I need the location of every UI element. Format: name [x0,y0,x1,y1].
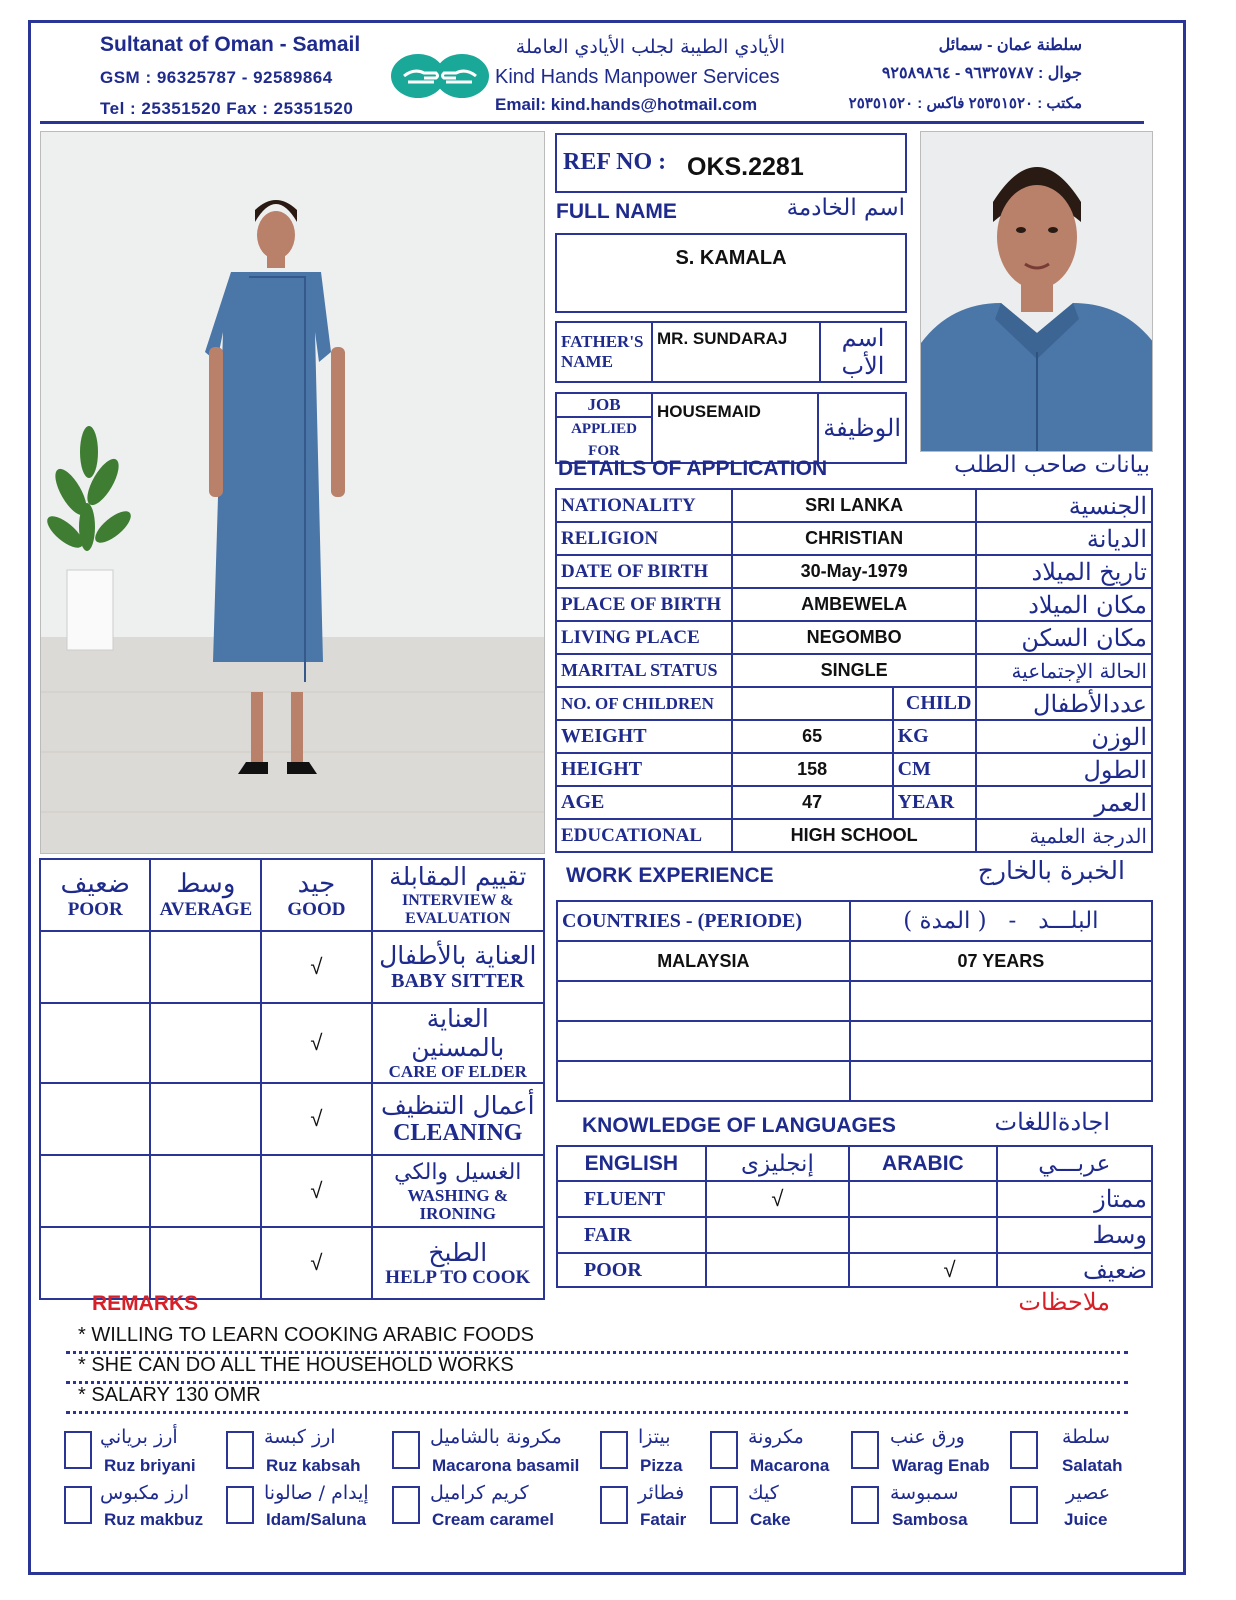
interview-check-good: √ [261,1227,371,1299]
job-label-line1: JOB [587,395,621,414]
fathers-name-label-line2: NAME [561,352,613,371]
details-row [556,522,1152,555]
food-checkbox[interactable] [64,1431,92,1469]
details-row [556,753,1152,786]
interview-row-label: CLEANING [393,1120,523,1146]
details-row-value: 65 [732,720,893,753]
header-divider [40,121,1144,124]
details-row [556,489,1152,522]
details-row-label: EDUCATIONAL [556,819,732,852]
languages-title: KNOWLEDGE OF LANGUAGES [582,1114,896,1137]
job-label-line2: APPLIED FOR [557,416,651,462]
ref-no-box [555,133,907,193]
fathers-name-table [555,321,907,383]
header-office-arabic: مكتب : ٢٥٣٥١٥٢٠ فاكس : ٢٥٣٥١٥٢٠ [848,95,1082,112]
interview-check-good: √ [261,1155,371,1227]
details-row-label-arabic: الحالة الإجتماعية [976,654,1152,687]
food-checkbox[interactable] [64,1486,92,1524]
food-label: Ruz kabsah [266,1456,361,1475]
food-checkbox[interactable] [600,1486,628,1524]
full-body-photo [40,131,545,854]
food-label: Warag Enab [892,1456,990,1475]
details-row-value: SINGLE [732,654,977,687]
food-label-arabic: مكرونة بالشاميل [430,1426,562,1448]
food-label-arabic: ورق عنب [890,1426,965,1448]
work-row [557,1021,1152,1061]
details-row-value: 30-May-1979 [732,555,977,588]
details-row-label-arabic: عددالأطفال [976,687,1152,720]
interview-check-good: √ [261,1083,371,1155]
interview-row [40,931,544,1003]
details-row-label-arabic: تاريخ الميلاد [976,555,1152,588]
work-col-arabic: البلـــد - ( المدة ) [850,901,1152,941]
lang-row [557,1181,1152,1217]
interview-row [40,1003,544,1083]
full-name-box [555,233,907,313]
details-row-label: RELIGION [556,522,732,555]
food-label: Fatair [640,1510,687,1529]
details-row-value: 158 [732,753,893,786]
interview-check-good: √ [261,931,371,1003]
header-company-name: Kind Hands Manpower Services [495,66,780,88]
details-row-value: SRI LANKA [732,489,977,522]
fathers-name-value: MR. SUNDARAJ [657,329,788,348]
details-row-label-arabic: مكان الميلاد [976,588,1152,621]
food-checkbox[interactable] [1010,1431,1038,1469]
food-label: Ruz makbuz [104,1510,204,1529]
lang-header-english: ENGLISH [557,1146,706,1181]
food-label: Ruz briyani [104,1456,196,1475]
remark-line: * SHE CAN DO ALL THE HOUSEHOLD WORKS [78,1354,514,1376]
languages-table [556,1145,1153,1288]
food-checkbox[interactable] [851,1431,879,1469]
food-checkbox[interactable] [226,1431,254,1469]
details-row-value: AMBEWELA [732,588,977,621]
job-label-arabic: الوظيفة [818,393,906,463]
food-checkbox[interactable] [392,1486,420,1524]
food-label-arabic: سلطة [1062,1426,1110,1448]
details-row-unit: KG [893,720,977,753]
food-label-arabic: ارز مكبوس [100,1482,190,1504]
details-row-value: 47 [732,786,893,819]
full-name-label-arabic: اسم الخادمة [786,195,905,221]
work-row-country [557,981,850,1021]
work-row [557,1061,1152,1101]
header-email: Email: kind.hands@hotmail.com [495,95,758,114]
lang-row-label: POOR [557,1253,706,1287]
interview-row-label-arabic: العناية بالمسنين [411,1004,505,1062]
fathers-name-label-arabic: اسم الأب [820,322,906,382]
food-label: Sambosa [892,1510,968,1529]
food-label: Cake [750,1510,791,1529]
interview-header-poor: ضعيف POOR [40,859,150,931]
details-row-label: NO. OF CHILDREN [556,687,732,720]
details-title: DETAILS OF APPLICATION [558,457,828,480]
food-label: Juice [1064,1510,1108,1529]
interview-header-good: جيد GOOD [261,859,371,931]
food-label-arabic: كريم كراميل [430,1482,529,1504]
food-label-arabic: سمبوسة [890,1482,959,1504]
remark-divider [66,1411,1128,1414]
fathers-name-label-line1: FATHER'S [561,332,644,351]
interview-row-label: HELP TO COOK [385,1266,531,1288]
work-experience-table [556,900,1153,1102]
header-company-name-arabic: الأيادي الطيبة لجلب الأيادي العاملة [515,36,785,58]
lang-check-english [706,1217,849,1253]
header-company-location: Sultanat of Oman - Samail [100,33,361,56]
food-checkbox[interactable] [710,1431,738,1469]
lang-row [557,1217,1152,1253]
portrait-photo [920,131,1153,452]
work-row-country [557,1021,850,1061]
food-label-arabic: بيتزا [638,1426,671,1448]
details-row [556,786,1152,819]
work-row [557,981,1152,1021]
interview-row-label: WASHING & IRONING [407,1186,509,1223]
food-checkbox[interactable] [710,1486,738,1524]
food-checkbox[interactable] [226,1486,254,1524]
details-row-value: NEGOMBO [732,621,977,654]
food-label-arabic: إيدام / صالونا [264,1482,369,1504]
details-row-unit: CHILD [893,687,977,720]
details-row-label-arabic: الدرجة العلمية [976,819,1152,852]
interview-row-label-arabic: الطبخ [428,1237,488,1267]
details-row-value: HIGH SCHOOL [732,819,977,852]
interview-row [40,1155,544,1227]
work-row [557,941,1152,981]
job-applied-table [555,392,907,464]
remarks-title: REMARKS [92,1292,199,1315]
details-row-label-arabic: الطول [976,753,1152,786]
lang-check-english: √ [706,1181,849,1217]
details-row [556,819,1152,852]
work-experience-title: WORK EXPERIENCE [566,864,774,887]
details-row-label-arabic: الجنسية [976,489,1152,522]
details-row-label-arabic: الديانة [976,522,1152,555]
ref-no-value: OKS.2281 [687,153,804,181]
details-row-label-arabic: العمر [976,786,1152,819]
work-experience-title-arabic: الخبرة بالخارج [977,856,1125,885]
work-row-country: MALAYSIA [557,941,850,981]
interview-check-good: √ [261,1003,371,1083]
languages-title-arabic: اجادةاللغات [994,1108,1110,1136]
work-row-period: 07 YEARS [850,941,1152,981]
food-label-arabic: ارز كبسة [264,1426,336,1448]
lang-check-arabic [849,1217,997,1253]
details-row-label-arabic: الوزن [976,720,1152,753]
food-label-arabic: كيك [748,1482,779,1504]
details-row [556,555,1152,588]
remark-line: * SALARY 130 OMR [78,1384,261,1406]
details-row-label: MARITAL STATUS [556,654,732,687]
lang-row [557,1253,1152,1287]
work-col-countries: COUNTRIES - (PERIODE) [557,901,850,941]
work-row-country [557,1061,850,1101]
food-checkbox[interactable] [851,1486,879,1524]
details-row [556,621,1152,654]
full-name-label: FULL NAME [556,200,677,223]
remark-line: * WILLING TO LEARN COOKING ARABIC FOODS [78,1324,535,1346]
details-row-label: AGE [556,786,732,819]
header-mobile-arabic: جوال : ٩٦٣٢٥٧٨٧ - ٩٢٥٨٩٨٦٤ [881,65,1082,82]
details-row-label-arabic: مكان السكن [976,621,1152,654]
details-title-arabic: بيانات صاحب الطلب [954,452,1150,478]
interview-row-label-arabic: أعمال التنظيف [380,1091,535,1120]
details-row-value [732,687,893,720]
full-name-value: S. KAMALA [675,247,787,269]
lang-header-english-arabic: إنجليزى [706,1146,849,1181]
food-checkbox[interactable] [1010,1486,1038,1524]
food-label: Idam/Saluna [266,1510,367,1529]
details-row-label: LIVING PLACE [556,621,732,654]
interview-row-label-arabic: العناية بالأطفال [379,941,537,970]
details-row-value: CHRISTIAN [732,522,977,555]
interview-row-label: CARE OF ELDER [388,1062,527,1081]
food-label: Macarona [750,1456,830,1475]
header-gsm: GSM : 96325787 - 92589864 [100,68,333,87]
details-row [556,687,1152,720]
details-row [556,720,1152,753]
lang-row-label: FAIR [557,1217,706,1253]
lang-check-arabic: √ [849,1253,997,1287]
company-logo [390,52,490,100]
food-label: Pizza [640,1456,683,1475]
lang-row-label-arabic: ضعيف [997,1253,1152,1287]
lang-row-label-arabic: ممتاز [997,1181,1152,1217]
header-tel-fax: Tel : 25351520 Fax : 25351520 [100,99,354,118]
food-label: Salatah [1062,1456,1123,1475]
food-label-arabic: فطائر [638,1482,685,1504]
food-label-arabic: أرز برياني [100,1426,178,1448]
details-row-label: HEIGHT [556,753,732,786]
food-label-arabic: مكرونة [748,1426,804,1448]
details-row-label: DATE OF BIRTH [556,555,732,588]
interview-row-label: BABY SITTER [391,970,525,992]
lang-row-label-arabic: وسط [997,1217,1152,1253]
job-value: HOUSEMAID [657,402,761,421]
interview-header-average: وسط AVERAGE [150,859,261,931]
work-row-period [850,1021,1152,1061]
work-row-period [850,1061,1152,1101]
details-row-label: PLACE OF BIRTH [556,588,732,621]
details-row-unit: CM [893,753,977,786]
lang-row-label: FLUENT [557,1181,706,1217]
details-row [556,588,1152,621]
details-row-label: WEIGHT [556,720,732,753]
lang-check-english [706,1253,849,1287]
details-row-label: NATIONALITY [556,489,732,522]
food-checkbox[interactable] [600,1431,628,1469]
lang-header-arabic-arabic: عربـــي [997,1146,1152,1181]
food-checkbox[interactable] [392,1431,420,1469]
interview-header-evaluation: تقييم المقابلة INTERVIEW & EVALUATION [372,859,544,931]
food-label: Cream caramel [432,1510,554,1529]
interview-row-label-arabic: الغسيل والكي [394,1160,522,1185]
lang-check-arabic [849,1181,997,1217]
work-row-period [850,981,1152,1021]
details-table [555,488,1153,853]
details-row [556,654,1152,687]
food-label: Macarona basamil [432,1456,580,1475]
interview-table [39,858,545,1300]
ref-no-label: REF NO : [563,149,667,175]
header-location-arabic: سلطنة عمان - سمائل [938,37,1082,54]
food-label-arabic: عصير [1066,1482,1111,1504]
interview-row [40,1227,544,1299]
lang-header-arabic: ARABIC [849,1146,997,1181]
details-row-unit: YEAR [893,786,977,819]
remarks-title-arabic: ملاحظات [1018,1288,1110,1316]
interview-row [40,1083,544,1155]
